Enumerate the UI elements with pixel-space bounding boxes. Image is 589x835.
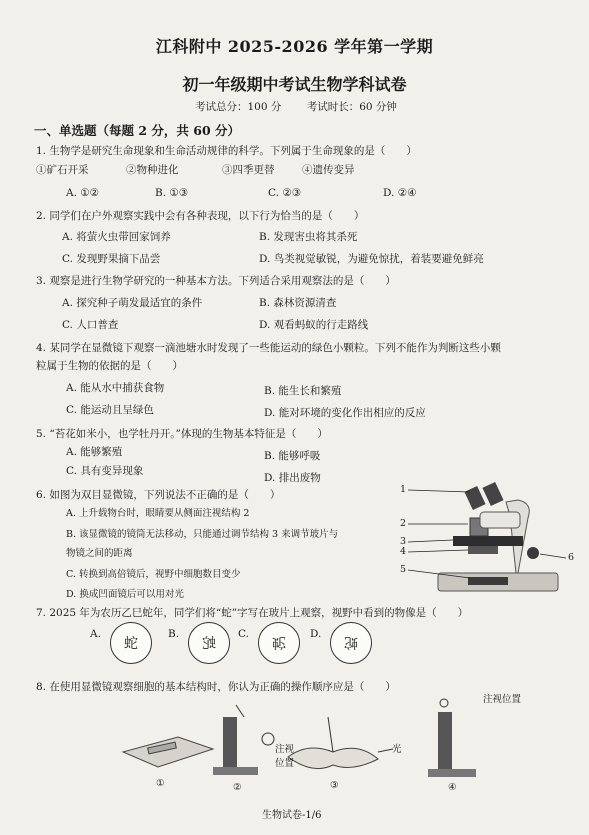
- q1-option-c[interactable]: C. ②③: [268, 187, 302, 199]
- q4-stem-cont: 粒属于生物的依据的是（ ）: [36, 360, 183, 372]
- q7-image-a: 蛇: [110, 622, 152, 664]
- q5-option-c[interactable]: C. 具有变异现象: [66, 465, 144, 477]
- exam-subtitle: 初一年级期中考试生物学科试卷: [182, 75, 407, 94]
- q7-letter-d[interactable]: D.: [310, 628, 322, 640]
- q1-item: ③四季更替: [222, 164, 275, 176]
- q2-stem: 2. 同学们在户外观察实践中会有各种表现，以下行为恰当的是（ ）: [36, 210, 365, 222]
- q4-option-a[interactable]: A. 能从水中捕获食物: [66, 382, 165, 394]
- q3-stem: 3. 观察是进行生物学研究的一种基本方法。下列适合采用观察法的是（ ）: [36, 275, 396, 287]
- microscope-figure: [398, 478, 578, 600]
- q4-stem: 4. 某同学在显微镜下观察一滴池塘水时发现了一些能运动的绿色小颗粒。下列不能作为判断这些小颗: [36, 342, 501, 354]
- exam-meta: [195, 99, 419, 114]
- q4-option-d[interactable]: D. 能对环境的变化作出相应的反应: [264, 407, 426, 419]
- q7-image-c: 蛇: [258, 622, 300, 664]
- q8-label-watch-1: 注视位置: [275, 744, 295, 769]
- q7-letter-a[interactable]: A.: [90, 628, 101, 640]
- q6-option-c[interactable]: C. 转换到高倍镜后，视野中细胞数目变少: [66, 569, 241, 580]
- q2-option-b[interactable]: B. 发现害虫将其杀死: [259, 231, 358, 243]
- q4-option-c[interactable]: C. 能运动且呈绿色: [66, 404, 154, 416]
- scope-label-6: 6: [568, 552, 575, 563]
- q5-option-a[interactable]: A. 能够繁殖: [66, 446, 123, 458]
- total-score: 考试总分：100 分: [195, 101, 282, 113]
- q5-option-b[interactable]: B. 能够呼吸: [264, 450, 321, 462]
- q6-stem: 6. 如图为双目显微镜，下列说法不正确的是（ ）: [36, 489, 281, 501]
- q7-image-d: 蛇: [330, 622, 372, 664]
- section-title: 一、单选题（每题 2 分，共 60 分）: [34, 123, 241, 138]
- q2-option-c[interactable]: C. 发现野果摘下品尝: [62, 253, 161, 265]
- scope-label-3: 3: [400, 536, 407, 547]
- q8-num-1: ①: [156, 778, 165, 789]
- q8-label-watch-2: 注视位置: [483, 694, 522, 705]
- q6-option-b-cont: 物镜之间的距离: [66, 548, 133, 559]
- exam-time: 考试时长：60 分钟: [306, 101, 397, 113]
- q7-letter-b[interactable]: B.: [168, 628, 180, 640]
- q8-num-2: ②: [233, 782, 242, 793]
- q5-option-d[interactable]: D. 排出废物: [264, 472, 321, 484]
- q8-label-light: 光: [392, 744, 402, 755]
- scope-label-2: 2: [400, 518, 407, 529]
- q4-option-b[interactable]: B. 能生长和繁殖: [264, 385, 342, 397]
- q3-option-b[interactable]: B. 森林资源清查: [259, 297, 337, 309]
- page-footer: 生物试卷-1/6: [262, 810, 322, 821]
- q6-option-d[interactable]: D. 换成凹面镜后可以用对光: [66, 589, 184, 600]
- q1-item: ①矿石开采: [36, 164, 89, 176]
- scope-label-4: 4: [400, 546, 407, 557]
- scope-label-5: 5: [400, 564, 407, 575]
- q1-option-a[interactable]: A. ①②: [66, 187, 100, 199]
- q3-option-d[interactable]: D. 观看蚂蚁的行走路线: [259, 319, 369, 331]
- q8-num-4: ④: [448, 782, 457, 793]
- q1-item: ②物种进化: [126, 164, 179, 176]
- q7-letter-c[interactable]: C.: [238, 628, 249, 640]
- q2-option-d[interactable]: D. 鸟类视觉敏锐，为避免惊扰，着装要避免鲜亮: [259, 253, 484, 265]
- q5-stem: 5. “苔花如米小，也学牡丹开。”体现的生物基本特征是（ ）: [36, 428, 328, 440]
- q1-option-d[interactable]: D. ②④: [383, 187, 417, 199]
- q2-option-a[interactable]: A. 将萤火虫带回家饲养: [62, 231, 171, 243]
- q1-stem: 1. 生物学是研究生命现象和生命活动规律的科学。下列属于生命现象的是（ ）: [36, 145, 417, 157]
- q1-item: ④遗传变异: [302, 164, 355, 176]
- q6-option-a[interactable]: A. 上升载物台时，眼睛要从侧面注视结构 2: [66, 508, 250, 519]
- scope-label-1: 1: [400, 484, 407, 495]
- q1-option-b[interactable]: B. ①③: [155, 187, 189, 199]
- q6-option-b[interactable]: B. 该显微镜的镜筒无法移动，只能通过调节结构 3 来调节玻片与: [66, 529, 339, 540]
- q7-stem: 7. 2025 年为农历乙巳蛇年，同学们将“蛇”字写在玻片上观察，视野中看到的物像是（ ）: [36, 607, 469, 619]
- q7-image-b: 蛇: [188, 622, 230, 664]
- microscope-drawing: [398, 478, 578, 600]
- q3-option-c[interactable]: C. 人口普查: [62, 319, 119, 331]
- q8-stem: 8. 在使用显微镜观察细胞的基本结构时，你认为正确的操作顺序应是（ ）: [36, 681, 396, 693]
- q3-option-a[interactable]: A. 探究种子萌发最适宜的条件: [62, 297, 203, 309]
- q8-operation-figures: [118, 694, 558, 797]
- exam-title: 江科附中 2025-2026 学年第一学期: [155, 37, 434, 56]
- q8-num-3: ③: [330, 780, 339, 791]
